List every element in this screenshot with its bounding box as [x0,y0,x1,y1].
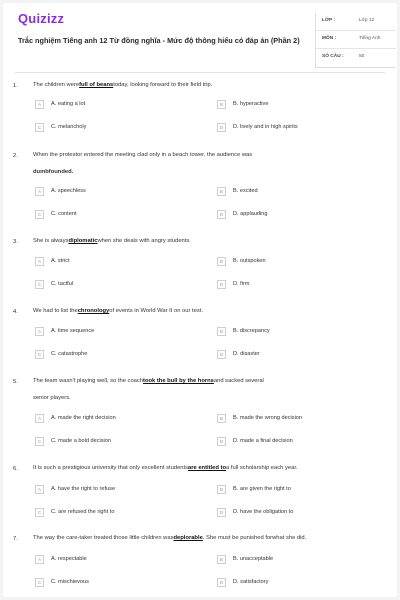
option-box: D [217,578,226,587]
question-number: 5. [13,379,18,385]
option-text: B. outspoken [233,258,266,264]
option-box: C [35,508,44,517]
option-box: C [35,437,44,446]
underlined-term: full of beans [79,82,114,88]
option-text: C. made a bold decision [51,438,112,444]
header-divider [15,72,385,73]
option-box: D [217,350,226,359]
option-box: A [35,257,44,266]
option-text: C. content [51,211,77,217]
option-text: B. made the wrong decision [233,415,303,421]
question-text-before: The team wasn't playing well, so the coach [33,378,144,384]
question-text-before: She is always [33,238,69,244]
question-text [33,305,373,318]
option-box: C [35,280,44,289]
underlined-term: are entitled to [188,465,227,471]
option-box: B [217,555,226,564]
meta-label: MÔN : [322,36,337,41]
question-number: 4. [13,309,18,315]
option-text: B. hyperactive [233,101,269,107]
meta-row-count [316,49,396,67]
quizizz-logo: Quizizz [18,11,65,26]
question-number: 2. [13,153,18,159]
question-number: 1. [13,83,18,89]
option-box: D [217,280,226,289]
option-text: A. speechless [51,188,86,194]
question-text-line2: dumbfounded. [33,169,74,175]
option-box: B [217,187,226,196]
option-text: D. applauding [233,211,268,217]
worksheet-header [3,3,397,69]
question-text-before: The children were [33,82,80,88]
meta-row-subject [316,31,396,49]
underlined-term: chronology [77,308,110,314]
worksheet-title: Trắc nghiệm Tiếng anh 12 Từ đồng nghĩa - Mức độ thông hiểu có đáp án (Phần 2) [18,36,300,45]
option-box: B [217,257,226,266]
meta-label: SỐ CÂU : [322,54,344,59]
option-text: D. made a final decision [233,438,293,444]
option-text: C. catastrophe [51,351,88,357]
meta-value: Tiếng Anh [359,36,381,41]
option-box: D [217,508,226,517]
option-box: C [35,578,44,587]
option-box: D [217,210,226,219]
option-text: A. have the right to refuse [51,486,116,492]
question-text-after: when she deals with angry students. [97,238,191,244]
option-box: D [217,437,226,446]
question-text-line2: senior players. [33,395,71,401]
question-text-after: today, looking forward to their field trip. [113,82,213,88]
option-text: C. are refused the right to [51,509,115,515]
question-number: 7. [13,536,18,542]
option-box: A [35,414,44,423]
option-text: B. are given the right to [233,486,291,492]
option-text: B. unacceptable [233,556,274,562]
option-text: A. eating a lot [51,101,86,107]
option-box: A [35,100,44,109]
option-box: A [35,327,44,336]
option-text: C. tactful [51,281,74,287]
option-box: C [35,350,44,359]
option-text: C. mischievous [51,579,89,585]
option-text: A. time sequence [51,328,95,334]
meta-value: 50 [359,54,365,59]
question-text-after: of events in World War II on our test. [109,308,204,314]
meta-row-class [316,13,396,31]
question-text [33,375,373,405]
option-text: B. excited [233,188,258,194]
question-text [33,149,373,179]
option-box: D [217,123,226,132]
option-text: D. satisfactory [233,579,269,585]
option-text: B. discrepancy [233,328,270,334]
meta-value: Lớp 12 [359,18,375,23]
question-number: 3. [13,239,18,245]
question-text [33,462,373,475]
question-text-after: and sacked several [213,378,264,384]
meta-info-box [315,13,395,68]
option-box: A [35,485,44,494]
question-text [33,235,373,248]
option-box: A [35,555,44,564]
question-text-before: It is such a prestigious university that only excellent students [33,465,188,471]
underlined-term: deplorable [173,535,203,541]
underlined-term: diplomatic [68,238,98,244]
underlined-term: took the bull by the horns [143,378,214,384]
option-box: C [35,210,44,219]
option-text: A. respectable [51,556,87,562]
option-text: A. made the right decision [51,415,116,421]
option-box: B [217,327,226,336]
meta-label: LỚP : [322,18,336,23]
question-text [33,79,373,92]
option-text: C. melancholy [51,124,87,130]
option-text: D. firm [233,281,250,287]
question-text-before: The way the care-taker treated those little children was [33,535,174,541]
option-text: D. have the obligation to [233,509,294,515]
option-box: C [35,123,44,132]
worksheet-page [3,3,397,597]
question-text-line1: When the protestor entered the meeting clad only in a beach tower, the audience was [33,152,253,158]
question-text-before: We had to list the [33,308,78,314]
option-text: D. lively and in high spirits [233,124,298,130]
option-box: A [35,187,44,196]
question-text [33,532,373,545]
question-number: 6. [13,466,18,472]
option-text: A. strict [51,258,70,264]
option-text: D. disaster [233,351,260,357]
question-text-after: a full scholarship each year. [226,465,298,471]
option-box: B [217,485,226,494]
option-box: B [217,100,226,109]
question-text-after: . She must be punished forwhat she did. [202,535,307,541]
option-box: B [217,414,226,423]
